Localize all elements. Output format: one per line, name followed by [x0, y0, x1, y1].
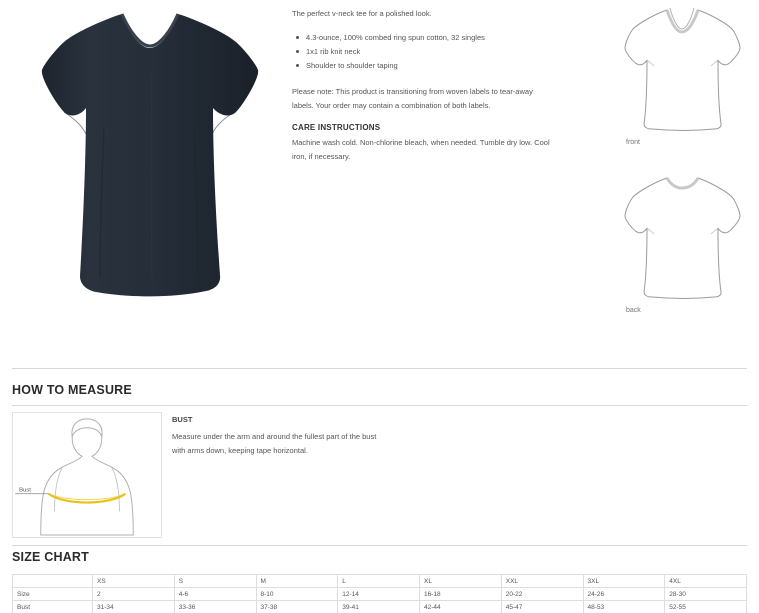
- list-item: 1x1 rib knit neck: [306, 45, 554, 59]
- product-label-note: Please note: This product is transitioning from woven labels to tear-away labels. Your order may contain a combination of both labels.: [292, 86, 533, 110]
- size-chart-title: SIZE CHART: [12, 550, 89, 564]
- table-cell: 12-14: [338, 588, 420, 601]
- section-divider: [12, 545, 747, 546]
- product-views: [622, 4, 752, 324]
- list-item: 4.3-ounce, 100% combed ring spun cotton, 32 singles: [306, 31, 554, 45]
- back-view-caption: back: [626, 307, 641, 314]
- table-cell: 24-26: [583, 588, 665, 601]
- measure-figure: [12, 412, 162, 538]
- size-chart-table: [12, 574, 747, 613]
- table-cell: 16-18: [420, 588, 502, 601]
- table-header-cell: M: [256, 575, 338, 588]
- table-cell: 31-34: [93, 601, 175, 613]
- table-cell: 39-41: [338, 601, 420, 613]
- table-cell: 28-30: [665, 588, 747, 601]
- section-divider: [12, 405, 747, 406]
- table-header-cell: [13, 575, 93, 588]
- measure-desc-line1: Measure under the arm and around the fullest part of the bust: [172, 432, 377, 441]
- measure-figure-label: Bust: [19, 487, 31, 494]
- care-instructions-text: Machine wash cold. Non-chlorine bleach, when needed. Tumble dry low. Cool iron, if necessary.: [292, 137, 550, 161]
- product-main-image: [34, 8, 264, 300]
- table-cell: 37-38: [256, 601, 338, 613]
- product-description: [292, 8, 554, 163]
- table-cell: 4-6: [174, 588, 256, 601]
- section-divider: [12, 368, 747, 369]
- front-view-caption: front: [626, 139, 641, 146]
- table-cell: 42-44: [420, 601, 502, 613]
- table-row: [13, 588, 747, 601]
- table-header-cell: S: [174, 575, 256, 588]
- list-item: Shoulder to shoulder taping: [306, 59, 554, 73]
- table-row-label: Bust: [13, 601, 93, 613]
- table-cell: 52-55: [665, 601, 747, 613]
- product-feature-list: [292, 31, 554, 73]
- table-header-cell: 3XL: [583, 575, 665, 588]
- table-header-row: [13, 575, 747, 588]
- how-to-measure-title: HOW TO MEASURE: [12, 383, 132, 397]
- measure-desc-line2: with arms down, keeping tape horizontal.: [172, 446, 308, 456]
- table-cell: 33-36: [174, 601, 256, 613]
- table-row: [13, 601, 747, 613]
- table-header-cell: 4XL: [665, 575, 747, 588]
- back-view-block: [622, 172, 752, 314]
- table-cell: 8-10: [256, 588, 338, 601]
- care-instructions-title: CARE INSTRUCTIONS: [292, 122, 381, 132]
- table-cell: 2: [93, 588, 175, 601]
- table-header-cell: XS: [93, 575, 175, 588]
- table-header-cell: XXL: [501, 575, 583, 588]
- table-cell: 48-53: [583, 601, 665, 613]
- table-cell: 20-22: [501, 588, 583, 601]
- measure-instructions: [172, 415, 572, 459]
- front-view-icon: [622, 4, 742, 132]
- back-view-icon: [622, 172, 742, 300]
- measure-name: BUST: [172, 415, 193, 424]
- front-view-block: [622, 4, 752, 146]
- table-cell: 45-47: [501, 601, 583, 613]
- table-header-cell: L: [338, 575, 420, 588]
- product-lead-text: The perfect v-neck tee for a polished look.: [292, 9, 432, 18]
- table-row-label: Size: [13, 588, 93, 601]
- table-header-cell: XL: [420, 575, 502, 588]
